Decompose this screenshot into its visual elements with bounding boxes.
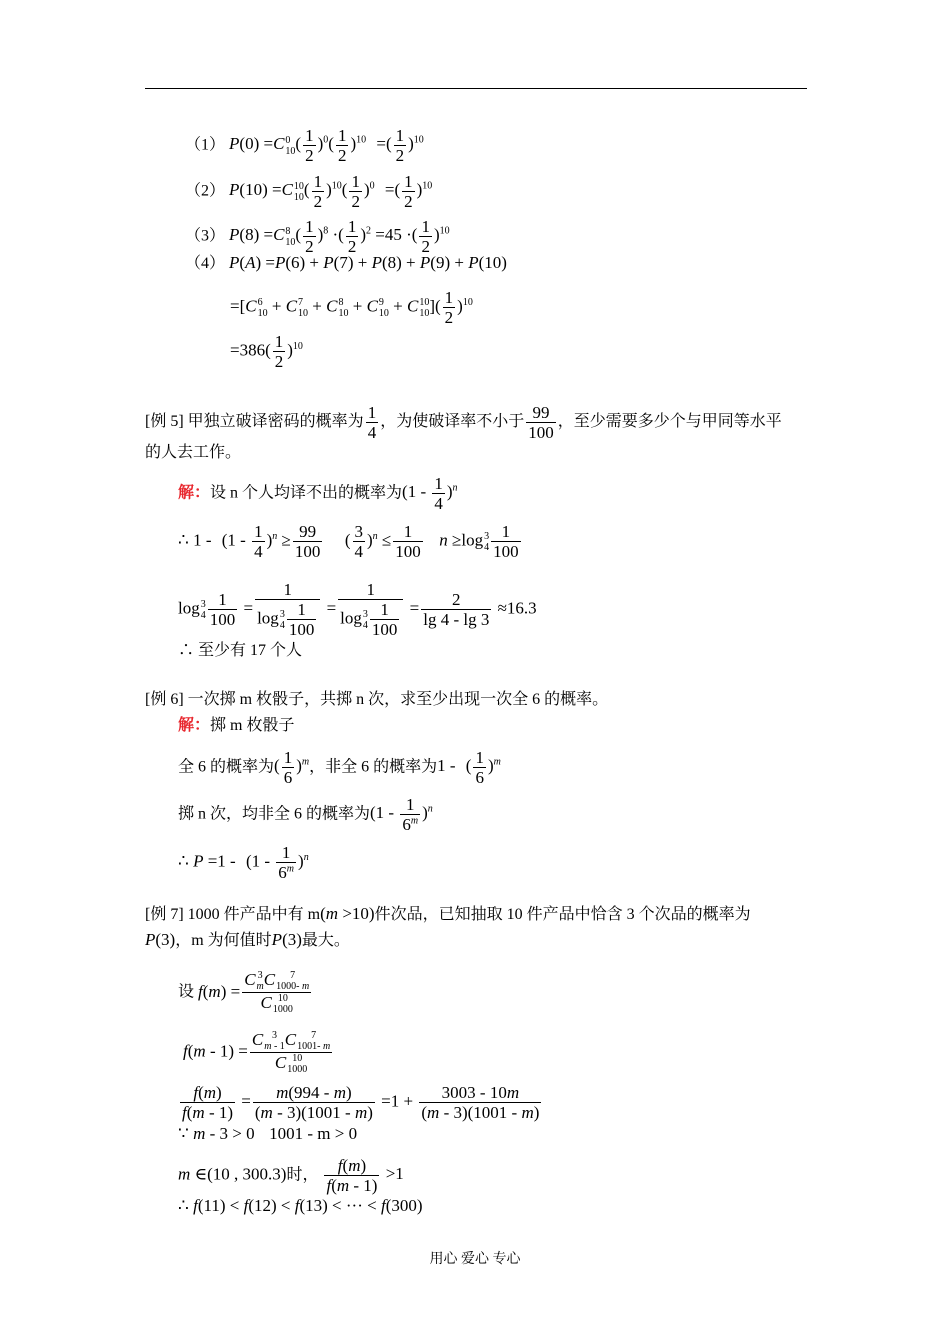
ex7-problem: [例 7] 1000 件产品中有 m(m >10)件次品，已知抽取 10 件产品中恰含 3 个次品的概率为 [145, 904, 751, 923]
ex6-solution-text: 掷 m 枚骰子 [210, 717, 295, 734]
ex6-line1a: 全 6 的概率为 [178, 758, 275, 776]
ex6-label: [例 6] [145, 691, 184, 708]
ex5-problem: [例 5] 甲独立破译密码的概率为 $\frac{1}{4}$ ，为使破译率不小于 $\frac{99}{100}$ ，至少需要多少个与甲同等水平 [145, 403, 782, 442]
ex4-item4-line2: =[C 6 10 + C 7 10 + C 8 10 + C 9 10 + C 10 10 ]( $\frac{1}{2}$ )$^{10}$ [230, 288, 473, 327]
ex4-item3-formula: P(8) =C 8 10 ( $\frac{1}{2}$ )$^8$ ·( $\frac{1}{2}$ )$^2$ =45 ·( $\frac{1}{2}$ )$^{10}$ [229, 217, 450, 256]
ex6-solution-label: 解： [178, 717, 211, 734]
ex7-text1: 1000 件产品中有 m [187, 906, 321, 923]
ex5-approx: ≈16.3 [497, 598, 537, 618]
ex4-item4-formula: P(A) =P(6) + P(7) + P(8) + P(9) + P(10) [229, 253, 507, 272]
ex7-interval-text: 时， [286, 1166, 319, 1184]
ex7-text2: 件次品，已知抽取 10 件产品中恰含 3 个次品的概率为 [374, 906, 751, 923]
ex7-ratio: $\frac{f(m)}{f(m - 1)}$ = $\frac{m(994 - m)}{(m - 3)(1001 - m)}$ =1 + $\frac{3003 - 10m}{(m - 3)(1001 - m)}$ [182, 1083, 540, 1122]
ex7-problem-line2: P(3)，m 为何值时P(3)最大。 [145, 930, 350, 949]
ex5-text1: 甲独立破译密码的概率为 [187, 413, 364, 431]
ex6-line1b: ，非全 6 的概率为 [309, 758, 438, 776]
ex5-log-calc: log 3 4 $\frac{1}{100}$ = 1 log 3 4 $\frac{1}{100}$ = 1 log 3 4 $\frac{1}{100}$ = $\frac{2}{\lg 4 - \lg 3}$ ≈16.3 [178, 580, 537, 639]
ex7-conclusion: ∴ f(11) < f(12) < f(13) < ··· < f(300) [178, 1196, 423, 1215]
ex5-problem-line2: 的人去工作。 [145, 444, 242, 461]
ex4-item-1 [185, 126, 424, 165]
ex6-problem [145, 690, 608, 710]
ex7-label: [例 7] [145, 906, 184, 923]
ex4-item2-formula: P(10) =C 10 10 ( $\frac{1}{2}$ )$^{10}$( $\frac{1}{2}$ )$^0$ =( $\frac{1}{2}$ )$^{10}$ [229, 172, 433, 211]
ex7-def-fm: 设 f(m) = C 3 m C 7 1000- m C 10 1000 [178, 970, 310, 1016]
ex6-line2: 掷 n 次，均非全 6 的概率为(1 - $\frac{1}{6^m}$ )$^n$ [178, 795, 433, 834]
ex5-solution-label: 解： [178, 484, 211, 502]
header-rule [145, 88, 807, 89]
ex4-item-4 [185, 253, 507, 274]
ex7-text3: ，m 为何值时 [175, 932, 272, 949]
page-footer: 用心 爱心 专心 [429, 1252, 521, 1267]
ex5-solution-text: 设 n 个人均译不出的概率为 [210, 484, 403, 502]
ex7-text4: 最大。 [301, 932, 350, 949]
ex7-because: ∵ m - 3 > 0 1001 - m > 0 [178, 1124, 358, 1143]
ex7-because-text: 1001 - m > 0 [269, 1124, 358, 1143]
ex5-solution: 解：设 n 个人均译不出的概率为(1 - $\frac{1}{4}$ )$^n$ [178, 474, 458, 513]
ex5-inequality: ∴ 1 - (1 - $\frac{1}{4}$ )$^n$ ≥ $\frac{99}{100}$ ( $\frac{3}{4}$ )$^n$ ≤ $\frac{1}{100}$ n ≥log 3 4 $\frac{1}{100}$ [178, 522, 519, 561]
ex7-interval: m ∈(10 , 300.3)时， $\frac{f(m)}{f(m - 1)}$ >1 [178, 1156, 404, 1195]
ex4-item4-label: （4） [185, 255, 226, 272]
ex5-label: [例 5] [145, 413, 184, 431]
ex6-line1: 全 6 的概率为( $\frac{1}{6}$ )$^m$，非全 6 的概率为1 - ( $\frac{1}{6}$ )$^m$ [178, 748, 501, 787]
ex6-solution [178, 716, 294, 736]
ex4-item1-label: （1） [185, 136, 226, 154]
ex4-item4-line3: =386( $\frac{1}{2}$ )$^{10}$ [230, 332, 303, 371]
ex7-def-fm1: f(m - 1) = C 3 m - 1 C 7 1001- m C 10 1000 [183, 1030, 331, 1076]
ex4-item2-label: （2） [185, 182, 226, 200]
ex7-set-label: 设 [178, 983, 195, 1001]
ex5-text2: ，为使破译率不小于 [380, 413, 525, 431]
ex4-item-2 [185, 172, 432, 211]
ex6-line2-text: 掷 n 次，均非全 6 的概率为 [178, 805, 371, 823]
ex5-text3: ，至少需要多少个与甲同等水平 [557, 413, 782, 431]
ex6-line3: ∴ P =1 - (1 - $\frac{1}{6^m}$ )$^n$ [178, 843, 309, 882]
ex6-text: 一次掷 m 枚骰子，共掷 n 次，求至少出现一次全 6 的概率。 [187, 691, 609, 708]
ex4-item1-formula: P(0) =C 0 10 ( $\frac{1}{2}$ )$^0$( $\frac{1}{2}$ )$^{10}$ =( $\frac{1}{2}$ )$^{10}$ [229, 126, 424, 165]
ex4-item3-label: （3） [185, 227, 226, 245]
ex4-item-3 [185, 217, 450, 256]
ex5-conclusion: ∴ 至少有 17 个人 [178, 642, 303, 659]
